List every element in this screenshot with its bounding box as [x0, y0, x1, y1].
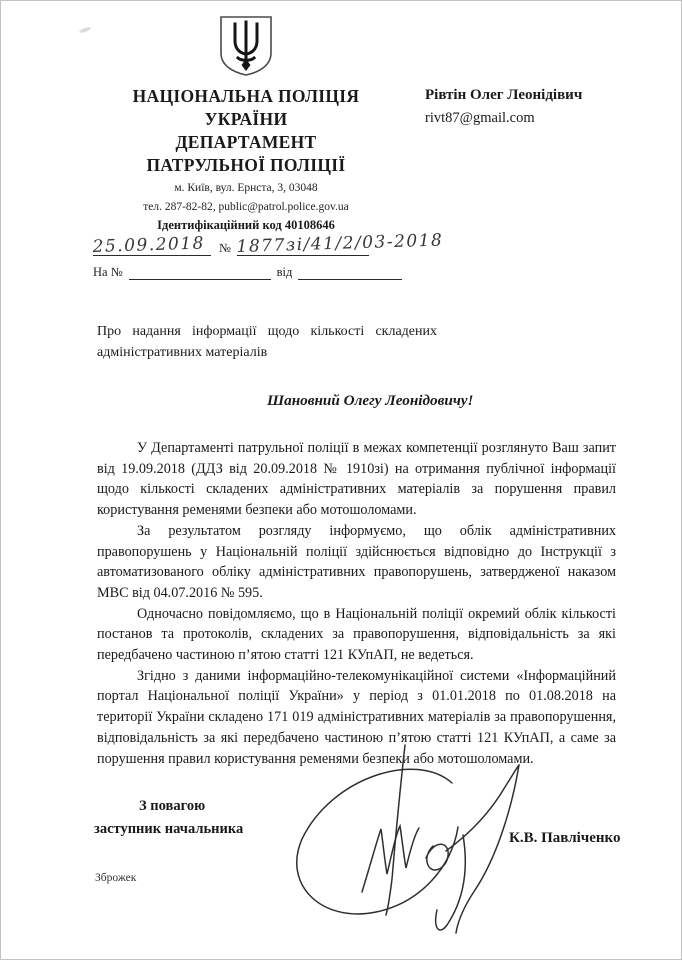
body-paragraph: У Департаменті патрульної поліції в межах компетенції розглянуто Ваш запит від 19.09.2018 (ДДЗ від 20.09.2018 № 1910зі) на отримання публічної інформації щодо кількості складених адміністративних матеріалів за порушення правил користування ременями безпеки або мотошоломами.: [97, 440, 616, 519]
handwritten-date: 25.09.2018: [92, 233, 206, 258]
body-paragraph: За результатом розгляду інформуємо, що облік адміністративних правопорушень у Національній поліції здійснюється відповідно до Інструкції з автоматизованого обліку адміністративних правопорушень, затвердженої наказом МВС від 04.07.2016 № 595.: [97, 522, 616, 601]
org-name-line1: НАЦІОНАЛЬНА ПОЛІЦІЯ: [132, 86, 360, 106]
doc-number-block: [87, 230, 444, 280]
closing-phrase: З повагою: [139, 798, 206, 814]
subject-line: Про надання інформації щодо кількості складених адміністративних матеріалів: [97, 324, 437, 360]
doc-ref-row: [93, 262, 405, 280]
org-name-line3: ДЕПАРТАМЕНТ: [175, 132, 317, 152]
ref-on-label: На №: [93, 265, 123, 279]
recipient-block: [425, 87, 582, 127]
signer-name: К.В. Павліченко: [509, 830, 621, 846]
doc-date-number-row: [92, 230, 444, 258]
letter-body: [97, 438, 616, 769]
doc-date-field: [92, 233, 211, 258]
recipient-email: rivt87@gmail.com: [425, 110, 535, 126]
doc-number-field: [236, 230, 444, 258]
handwritten-number: 1877зі/41/2/03-2018: [236, 230, 444, 258]
org-name-line2: УКРАЇНИ: [204, 109, 288, 129]
org-id-code: Ідентифікаційний код 40108646: [157, 218, 335, 232]
org-address: м. Київ, вул. Ернста, 3, 03048: [174, 182, 318, 194]
signer-title: заступник начальника: [94, 821, 244, 837]
body-paragraph: Одночасно повідомляємо, що в Національній поліції окремий облік кількості постанов та протоколів, складених за правопорушення, відповідальність за які передбачено частиною п’ятою статті 121 КУпАП, не ведеться.: [97, 605, 616, 664]
executor-name: Зброжек: [95, 872, 137, 884]
org-name-line4: ПАТРУЛЬНОЇ ПОЛІЦІЇ: [146, 155, 346, 175]
salutation: Шановний Олегу Леонідовичу!: [267, 392, 474, 409]
ref-date-field: [298, 262, 402, 280]
handwritten-signature: [284, 739, 526, 939]
recipient-name: Рівтін Олег Леонідівич: [425, 87, 583, 103]
body-paragraph: Згідно з даними інформаційно-телекомунікаційної системи «Інформаційний портал Національної поліції України» у період з 01.01.2018 по 01.08.2018 на території України складено 171 019 адміністративних матеріалів за правопорушення, відповідальність за які передбачено частиною п’ятою статті 121 КУпАП, а саме за порушення правил користування ременями безпеки або мотошоломами.: [97, 667, 616, 767]
ref-from-label: від: [276, 265, 293, 279]
ref-number-field: [129, 262, 271, 280]
letterhead: [87, 15, 444, 280]
ukraine-trident-icon: [218, 15, 274, 77]
org-contacts: тел. 287-82-82, public@patrol.police.gov.ua: [143, 201, 349, 213]
number-sign: №: [219, 241, 231, 255]
